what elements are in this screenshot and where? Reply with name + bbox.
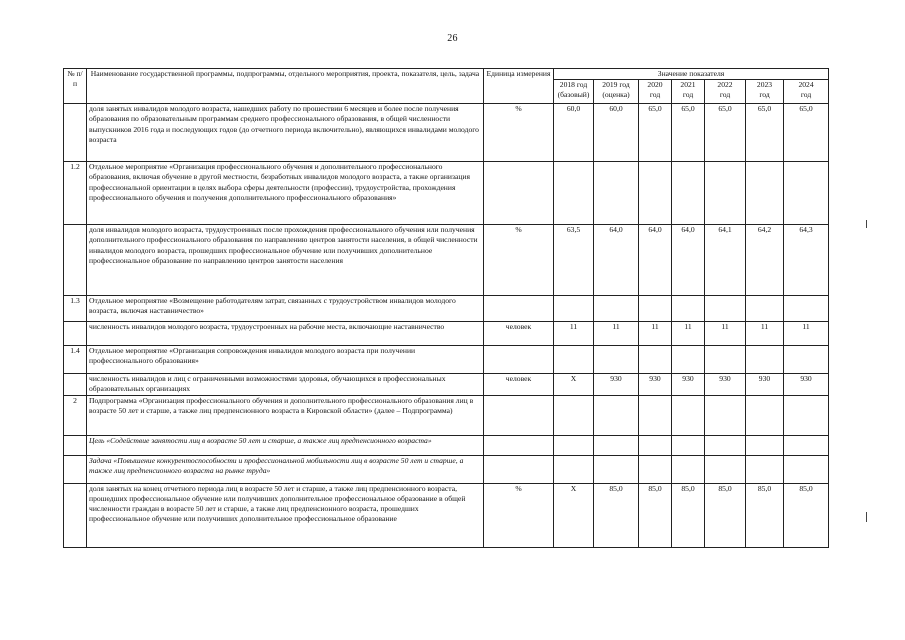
- table-row: [64, 322, 829, 346]
- row-value: Х: [554, 374, 594, 395]
- row-value: [594, 435, 639, 455]
- row-value: [672, 435, 705, 455]
- row-value: [746, 296, 784, 322]
- row-number: [64, 322, 87, 346]
- row-name: доля занятых инвалидов молодого возраста, нашедших работу по прошествии 6 месяцев и более после получения образования по образовательным программам среднего профессионального образования, в общей численности выпускников 2016 года и последующих годов (до отчетного периода включительно), являющихся инвалидами молодого возраста: [87, 104, 484, 162]
- row-value: 64,1: [705, 225, 746, 296]
- row-value: 930: [705, 374, 746, 395]
- table-row: [64, 346, 829, 374]
- table-row: [64, 483, 829, 547]
- row-value: [784, 435, 829, 455]
- row-unit: %: [484, 225, 554, 296]
- row-unit: [484, 435, 554, 455]
- header-year-note: год: [719, 90, 731, 100]
- row-value: [705, 346, 746, 374]
- row-value: [746, 162, 784, 225]
- row-name: численность инвалидов и лиц с ограниченными возможностями здоровья, обучающихся в профессиональных образовательных организациях: [87, 374, 484, 395]
- header-year-note: год: [759, 90, 770, 100]
- row-value: 930: [639, 374, 672, 395]
- header-year: [639, 80, 672, 104]
- table-row: [64, 455, 829, 483]
- row-value: 65,0: [784, 104, 829, 162]
- header-col-values: Значение показателя: [554, 69, 829, 80]
- row-unit: %: [484, 483, 554, 547]
- table-row: [64, 296, 829, 322]
- row-value: 930: [594, 374, 639, 395]
- row-value: [705, 395, 746, 435]
- row-value: 11: [746, 322, 784, 346]
- row-number: [64, 455, 87, 483]
- row-value: [554, 346, 594, 374]
- row-value: [594, 395, 639, 435]
- header-year: [705, 80, 746, 104]
- row-value: 85,0: [639, 483, 672, 547]
- row-value: [639, 346, 672, 374]
- row-value: 85,0: [672, 483, 705, 547]
- header-col-num: № п/п: [64, 69, 87, 104]
- row-number: 1.2: [64, 162, 87, 225]
- header-year: [594, 80, 639, 104]
- row-value: [639, 435, 672, 455]
- margin-mark: [866, 512, 867, 522]
- row-unit: [484, 296, 554, 322]
- row-name: доля занятых на конец отчетного периода лиц в возрасте 50 лет и старше, а также лиц предпенсионного возраста, прошедших профессиональное обучение или получивших дополнительное профессиональное образование в общей численности граждан в возрасте 50 лет и старше, а также лиц предпенсионного возраста, прошедших профессиональное обучение или получивших дополнительное профессиональное образование: [87, 483, 484, 547]
- row-value: [554, 162, 594, 225]
- row-value: 11: [672, 322, 705, 346]
- row-value: [746, 346, 784, 374]
- row-value: [784, 162, 829, 225]
- header-year-label: 2019 год: [602, 80, 630, 90]
- row-value: 64,0: [594, 225, 639, 296]
- margin-mark: [866, 220, 867, 228]
- row-value: 85,0: [705, 483, 746, 547]
- row-value: 64,0: [672, 225, 705, 296]
- row-value: [554, 455, 594, 483]
- header-year: [746, 80, 784, 104]
- row-unit: [484, 346, 554, 374]
- row-value: [594, 162, 639, 225]
- header-year-note: год: [800, 90, 812, 100]
- row-value: [639, 296, 672, 322]
- row-value: 11: [705, 322, 746, 346]
- row-name: Задача «Повышение конкурентоспособности и профессиональной мобильности лиц в возрасте 50 лет и старше, а также лиц предпенсионного возраста на рынке труда»: [87, 455, 484, 483]
- header-year-note: (базовый): [557, 90, 590, 100]
- row-value: 65,0: [705, 104, 746, 162]
- table-row: [64, 374, 829, 395]
- header-year-note: (оценка): [602, 90, 630, 100]
- row-number: [64, 374, 87, 395]
- header-year-label: 2021: [680, 80, 696, 90]
- row-number: [64, 435, 87, 455]
- row-value: 64,0: [639, 225, 672, 296]
- row-value: 85,0: [746, 483, 784, 547]
- row-value: [746, 395, 784, 435]
- row-number: [64, 104, 87, 162]
- header-col-name: Наименование государственной программы, подпрограммы, отдельного мероприятия, проекта, показателя, цель, задача: [87, 69, 484, 104]
- row-value: [594, 455, 639, 483]
- row-value: 60,0: [594, 104, 639, 162]
- header-year-label: 2018 год: [559, 80, 588, 90]
- header-year-label: 2024: [798, 80, 814, 90]
- row-unit: [484, 395, 554, 435]
- header-year-label: 2020: [647, 80, 663, 90]
- row-value: 60,0: [554, 104, 594, 162]
- page-number: 26: [447, 33, 458, 44]
- row-value: [672, 162, 705, 225]
- table-row: [64, 435, 829, 455]
- row-name: Отдельное мероприятие «Организация сопровождения инвалидов молодого возраста при получении профессионального образования»: [87, 346, 484, 374]
- row-value: [672, 455, 705, 483]
- row-value: [705, 296, 746, 322]
- row-value: [639, 162, 672, 225]
- table-row: [64, 225, 829, 296]
- row-value: 11: [554, 322, 594, 346]
- row-name: Цель «Содействие занятости лиц в возрасте 50 лет и старше, а также лиц предпенсионного возраста»: [87, 435, 484, 455]
- row-value: 65,0: [746, 104, 784, 162]
- row-name: Подпрограмма «Организация профессионального обучения и дополнительного профессионального образования лиц в возрасте 50 лет и старше, а также лиц предпенсионного возраста в Кировской области» (далее – Подпрограмма): [87, 395, 484, 435]
- row-number: 1.3: [64, 296, 87, 322]
- row-value: [705, 162, 746, 225]
- row-number: 1.4: [64, 346, 87, 374]
- row-unit: [484, 455, 554, 483]
- row-value: [784, 296, 829, 322]
- row-value: [672, 346, 705, 374]
- row-name: численность инвалидов молодого возраста, трудоустроенных на рабочие места, включающие наставничество: [87, 322, 484, 346]
- row-value: 11: [784, 322, 829, 346]
- row-value: 930: [672, 374, 705, 395]
- row-value: [594, 296, 639, 322]
- header-col-unit: Единица измерения: [484, 69, 554, 104]
- row-name: доля инвалидов молодого возраста, трудоустроенных после прохождения профессионального обучения или получения дополнительного профессионального образования по направлению центров занятости населения, в общей численности инвалидов молодого возраста, прошедших профессиональное обучение или получивших дополнительное профессиональное образование по направлению центров занятости населения: [87, 225, 484, 296]
- row-name: Отдельное мероприятие «Возмещение работодателям затрат, связанных с трудоустройством инвалидов молодого возраста, включая наставничество»: [87, 296, 484, 322]
- row-value: [784, 346, 829, 374]
- row-value: [672, 395, 705, 435]
- row-value: [705, 435, 746, 455]
- row-name: Отдельное мероприятие «Организация профессионального обучения и дополнительного профессионального образования, включая обучение в другой местности, безработных инвалидов молодого возраста, а также организация профессиональной ориентации в целях выбора сферы деятельности (профессии), трудоустройства, прохождения профессионального обучения и получения дополнительного профессионального образования»: [87, 162, 484, 225]
- row-value: 64,3: [784, 225, 829, 296]
- row-value: [554, 296, 594, 322]
- row-unit: [484, 162, 554, 225]
- row-value: [784, 395, 829, 435]
- row-value: [639, 455, 672, 483]
- row-value: [554, 435, 594, 455]
- row-value: 63,5: [554, 225, 594, 296]
- table-row: [64, 104, 829, 162]
- row-value: 65,0: [639, 104, 672, 162]
- row-unit: человек: [484, 374, 554, 395]
- row-number: 2: [64, 395, 87, 435]
- header-year-note: год: [649, 90, 661, 100]
- row-value: [705, 455, 746, 483]
- row-value: 85,0: [784, 483, 829, 547]
- header-year-note: год: [682, 90, 694, 100]
- row-value: [784, 455, 829, 483]
- row-value: 11: [639, 322, 672, 346]
- row-value: 85,0: [594, 483, 639, 547]
- header-year: [554, 80, 594, 104]
- row-value: 64,2: [746, 225, 784, 296]
- row-number: [64, 225, 87, 296]
- header-year-label: 2023: [756, 80, 773, 90]
- header-year: [672, 80, 705, 104]
- row-value: 930: [746, 374, 784, 395]
- row-value: [672, 296, 705, 322]
- indicator-table: [63, 68, 829, 548]
- row-value: [746, 455, 784, 483]
- row-value: [746, 435, 784, 455]
- table-row: [64, 395, 829, 435]
- row-number: [64, 483, 87, 547]
- row-value: [554, 395, 594, 435]
- table-row: [64, 162, 829, 225]
- row-value: 65,0: [672, 104, 705, 162]
- header-year-label: 2022: [717, 80, 733, 90]
- row-unit: %: [484, 104, 554, 162]
- row-value: 11: [594, 322, 639, 346]
- row-unit: человек: [484, 322, 554, 346]
- row-value: 930: [784, 374, 829, 395]
- row-value: Х: [554, 483, 594, 547]
- row-value: [639, 395, 672, 435]
- row-value: [594, 346, 639, 374]
- header-year: [784, 80, 829, 104]
